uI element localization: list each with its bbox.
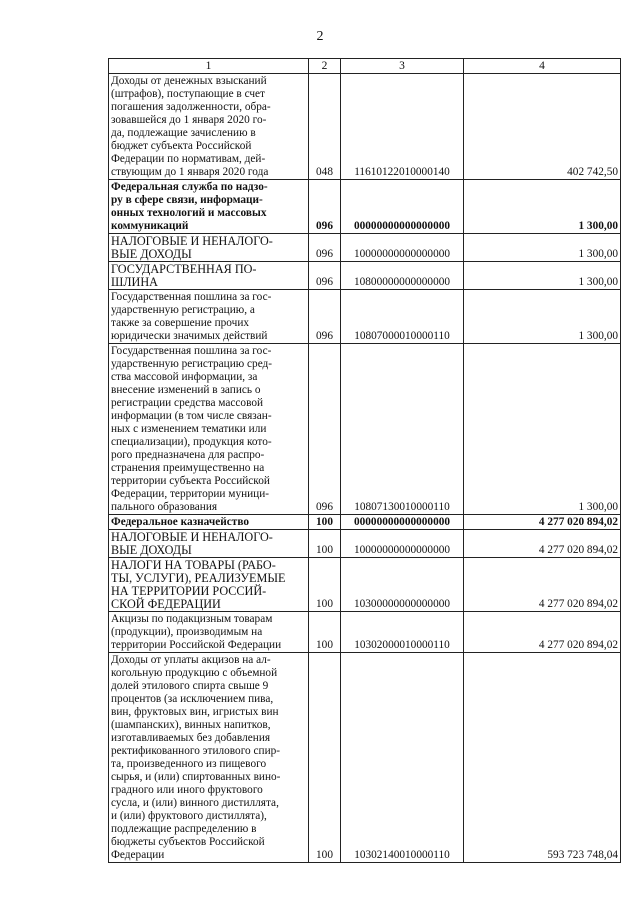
row-kbk-code: 10807000010000110 xyxy=(341,290,464,344)
row-name-cell xyxy=(109,530,309,558)
revenue-table xyxy=(108,58,621,863)
row-name-line: странения преимущественно на xyxy=(111,462,265,474)
row-name-line: НАЛОГОВЫЕ И НЕНАЛОГО- xyxy=(111,234,273,248)
row-name-line: Государственная пошлина за гос- xyxy=(111,291,272,303)
row-kbk-code: 00000000000000000 xyxy=(341,180,464,234)
row-name-line: территории субъекта Российской xyxy=(111,475,270,487)
row-kbk-code: 10000000000000000 xyxy=(341,530,464,558)
row-name-line: Федерации по нормативам, дей- xyxy=(111,153,266,165)
row-name-line: зовавшейся до 1 января 2020 го- xyxy=(111,114,267,126)
row-kbk-code: 10300000000000000 xyxy=(341,558,464,612)
row-name-line: НАЛОГИ НА ТОВАРЫ (РАБО- xyxy=(111,558,276,572)
table-row xyxy=(109,74,621,180)
row-name-cell xyxy=(109,515,309,530)
row-admin-code: 048 xyxy=(309,74,341,180)
row-name-line: ШЛИНА xyxy=(111,275,158,289)
page-number: 2 xyxy=(316,29,324,44)
row-name-line: бюджет субъекта Российской xyxy=(111,140,252,152)
table-row xyxy=(109,515,621,530)
row-kbk-code: 11610122010000140 xyxy=(341,74,464,180)
row-name-line: ТЫ, УСЛУГИ), РЕАЛИЗУЕМЫЕ xyxy=(111,571,286,585)
table-row xyxy=(109,344,621,515)
row-admin-code: 096 xyxy=(309,290,341,344)
column-header-4: 4 xyxy=(464,59,621,74)
row-amount: 1 300,00 xyxy=(464,290,621,344)
row-name-line: внесение изменений в запись о xyxy=(111,384,261,396)
row-amount: 1 300,00 xyxy=(464,262,621,290)
row-amount: 1 300,00 xyxy=(464,344,621,515)
row-amount: 593 723 748,04 xyxy=(464,653,621,863)
table-row xyxy=(109,262,621,290)
row-admin-code: 100 xyxy=(309,653,341,863)
row-name-line: ударственную регистрацию, а xyxy=(111,304,255,316)
table-header-row xyxy=(109,59,621,74)
row-admin-code: 096 xyxy=(309,262,341,290)
row-admin-code: 100 xyxy=(309,515,341,530)
row-name-cell xyxy=(109,558,309,612)
row-name-line: ректификованного этилового спир- xyxy=(111,745,281,757)
row-kbk-code: 00000000000000000 xyxy=(341,515,464,530)
row-admin-code: 100 xyxy=(309,558,341,612)
table-row xyxy=(109,180,621,234)
row-name-line: Федерации, территории муници- xyxy=(111,488,270,500)
row-name-line: пального образования xyxy=(111,501,218,513)
row-name-cell xyxy=(109,653,309,863)
row-name-line: погашения задолженности, обра- xyxy=(111,101,271,113)
row-name-line: бюджеты субъектов Российской xyxy=(111,836,265,848)
row-admin-code: 100 xyxy=(309,530,341,558)
row-name-line: процентов (за исключением пива, xyxy=(111,693,274,705)
row-name-line: подлежащие распределению в xyxy=(111,823,257,835)
row-name-line: да, подлежащие зачислению в xyxy=(111,127,256,139)
row-name-cell xyxy=(109,234,309,262)
row-name-line: рого предназначена для распро- xyxy=(111,449,265,461)
row-amount: 4 277 020 894,02 xyxy=(464,515,621,530)
row-name-line: Федеральная служба по надзо- xyxy=(111,181,268,193)
row-name-line: ГОСУДАРСТВЕННАЯ ПО- xyxy=(111,262,257,276)
row-kbk-code: 10302000010000110 xyxy=(341,612,464,653)
row-admin-code: 100 xyxy=(309,612,341,653)
row-name-line: территории Российской Федерации xyxy=(111,639,282,651)
row-name-cell xyxy=(109,262,309,290)
row-name-line: специализации), продукция кото- xyxy=(111,436,272,448)
table-row xyxy=(109,234,621,262)
row-name-line: ных с изменением тематики или xyxy=(111,423,267,435)
table-row xyxy=(109,530,621,558)
row-name-line: когольную продукцию с объемной xyxy=(111,667,278,679)
row-kbk-code: 10800000000000000 xyxy=(341,262,464,290)
row-name-line: коммуникаций xyxy=(111,220,189,232)
row-name-line: ства массовой информации, за xyxy=(111,371,258,383)
row-amount: 4 277 020 894,02 xyxy=(464,612,621,653)
row-name-line: юридически значимых действий xyxy=(111,330,268,342)
row-amount: 1 300,00 xyxy=(464,180,621,234)
column-header-2: 2 xyxy=(309,59,341,74)
row-name-line: долей этилового спирта свыше 9 xyxy=(111,680,269,692)
row-name-cell xyxy=(109,180,309,234)
row-name-line: также за совершение прочих xyxy=(111,317,250,329)
row-name-line: Доходы от уплаты акцизов на ал- xyxy=(111,654,271,666)
row-name-line: ВЫЕ ДОХОДЫ xyxy=(111,543,192,557)
row-name-line: сырья, и (или) спиртованных вино- xyxy=(111,771,281,783)
row-name-line: сусла, и (или) винного дистиллята, xyxy=(111,797,279,809)
row-kbk-code: 10302140010000110 xyxy=(341,653,464,863)
row-name-line: ру в сфере связи, информаци- xyxy=(111,194,263,206)
row-name-line: Акцизы по подакцизным товарам xyxy=(111,613,273,625)
row-name-line: ствующим до 1 января 2020 года xyxy=(111,166,269,178)
row-name-line: (шампанских), винных напитков, xyxy=(111,719,271,731)
row-name-line: Доходы от денежных взысканий xyxy=(111,75,267,87)
table-row xyxy=(109,290,621,344)
row-name-line: СКОЙ ФЕДЕРАЦИИ xyxy=(111,597,221,611)
row-amount: 4 277 020 894,02 xyxy=(464,558,621,612)
row-name-line: ударственную регистрацию сред- xyxy=(111,358,273,370)
row-name-line: онных технологий и массовых xyxy=(111,207,267,219)
row-name-line: информации (в том числе связан- xyxy=(111,410,272,422)
row-admin-code: 096 xyxy=(309,344,341,515)
row-kbk-code: 10807130010000110 xyxy=(341,344,464,515)
table-row xyxy=(109,653,621,863)
row-name-line: (продукции), производимым на xyxy=(111,626,263,638)
row-name-line: регистрации средства массовой xyxy=(111,397,264,409)
row-name-line: Государственная пошлина за гос- xyxy=(111,345,272,357)
row-name-line: градного или иного фруктового xyxy=(111,784,263,796)
row-name-line: та, произведенного из пищевого xyxy=(111,758,267,770)
row-name-line: ВЫЕ ДОХОДЫ xyxy=(111,247,192,261)
row-admin-code: 096 xyxy=(309,180,341,234)
row-name-cell xyxy=(109,344,309,515)
row-amount: 402 742,50 xyxy=(464,74,621,180)
table-row xyxy=(109,558,621,612)
row-amount: 4 277 020 894,02 xyxy=(464,530,621,558)
row-name-cell xyxy=(109,612,309,653)
row-name-line: и (или) фруктового дистиллята), xyxy=(111,810,267,822)
row-kbk-code: 10000000000000000 xyxy=(341,234,464,262)
row-name-line: вин, фруктовых вин, игристых вин xyxy=(111,706,279,718)
column-header-3: 3 xyxy=(341,59,464,74)
row-name-line: НА ТЕРРИТОРИИ РОССИЙ- xyxy=(111,584,267,598)
row-name-cell xyxy=(109,290,309,344)
row-name-line: изготавливаемых без добавления xyxy=(111,732,271,744)
row-name-line: Федерации xyxy=(111,849,165,861)
row-name-line: Федеральное казначейство xyxy=(111,516,249,528)
row-name-line: НАЛОГОВЫЕ И НЕНАЛОГО- xyxy=(111,530,273,544)
column-header-1: 1 xyxy=(109,59,309,74)
row-admin-code: 096 xyxy=(309,234,341,262)
row-amount: 1 300,00 xyxy=(464,234,621,262)
row-name-cell xyxy=(109,74,309,180)
table-row xyxy=(109,612,621,653)
row-name-line: (штрафов), поступающие в счет xyxy=(111,88,265,100)
